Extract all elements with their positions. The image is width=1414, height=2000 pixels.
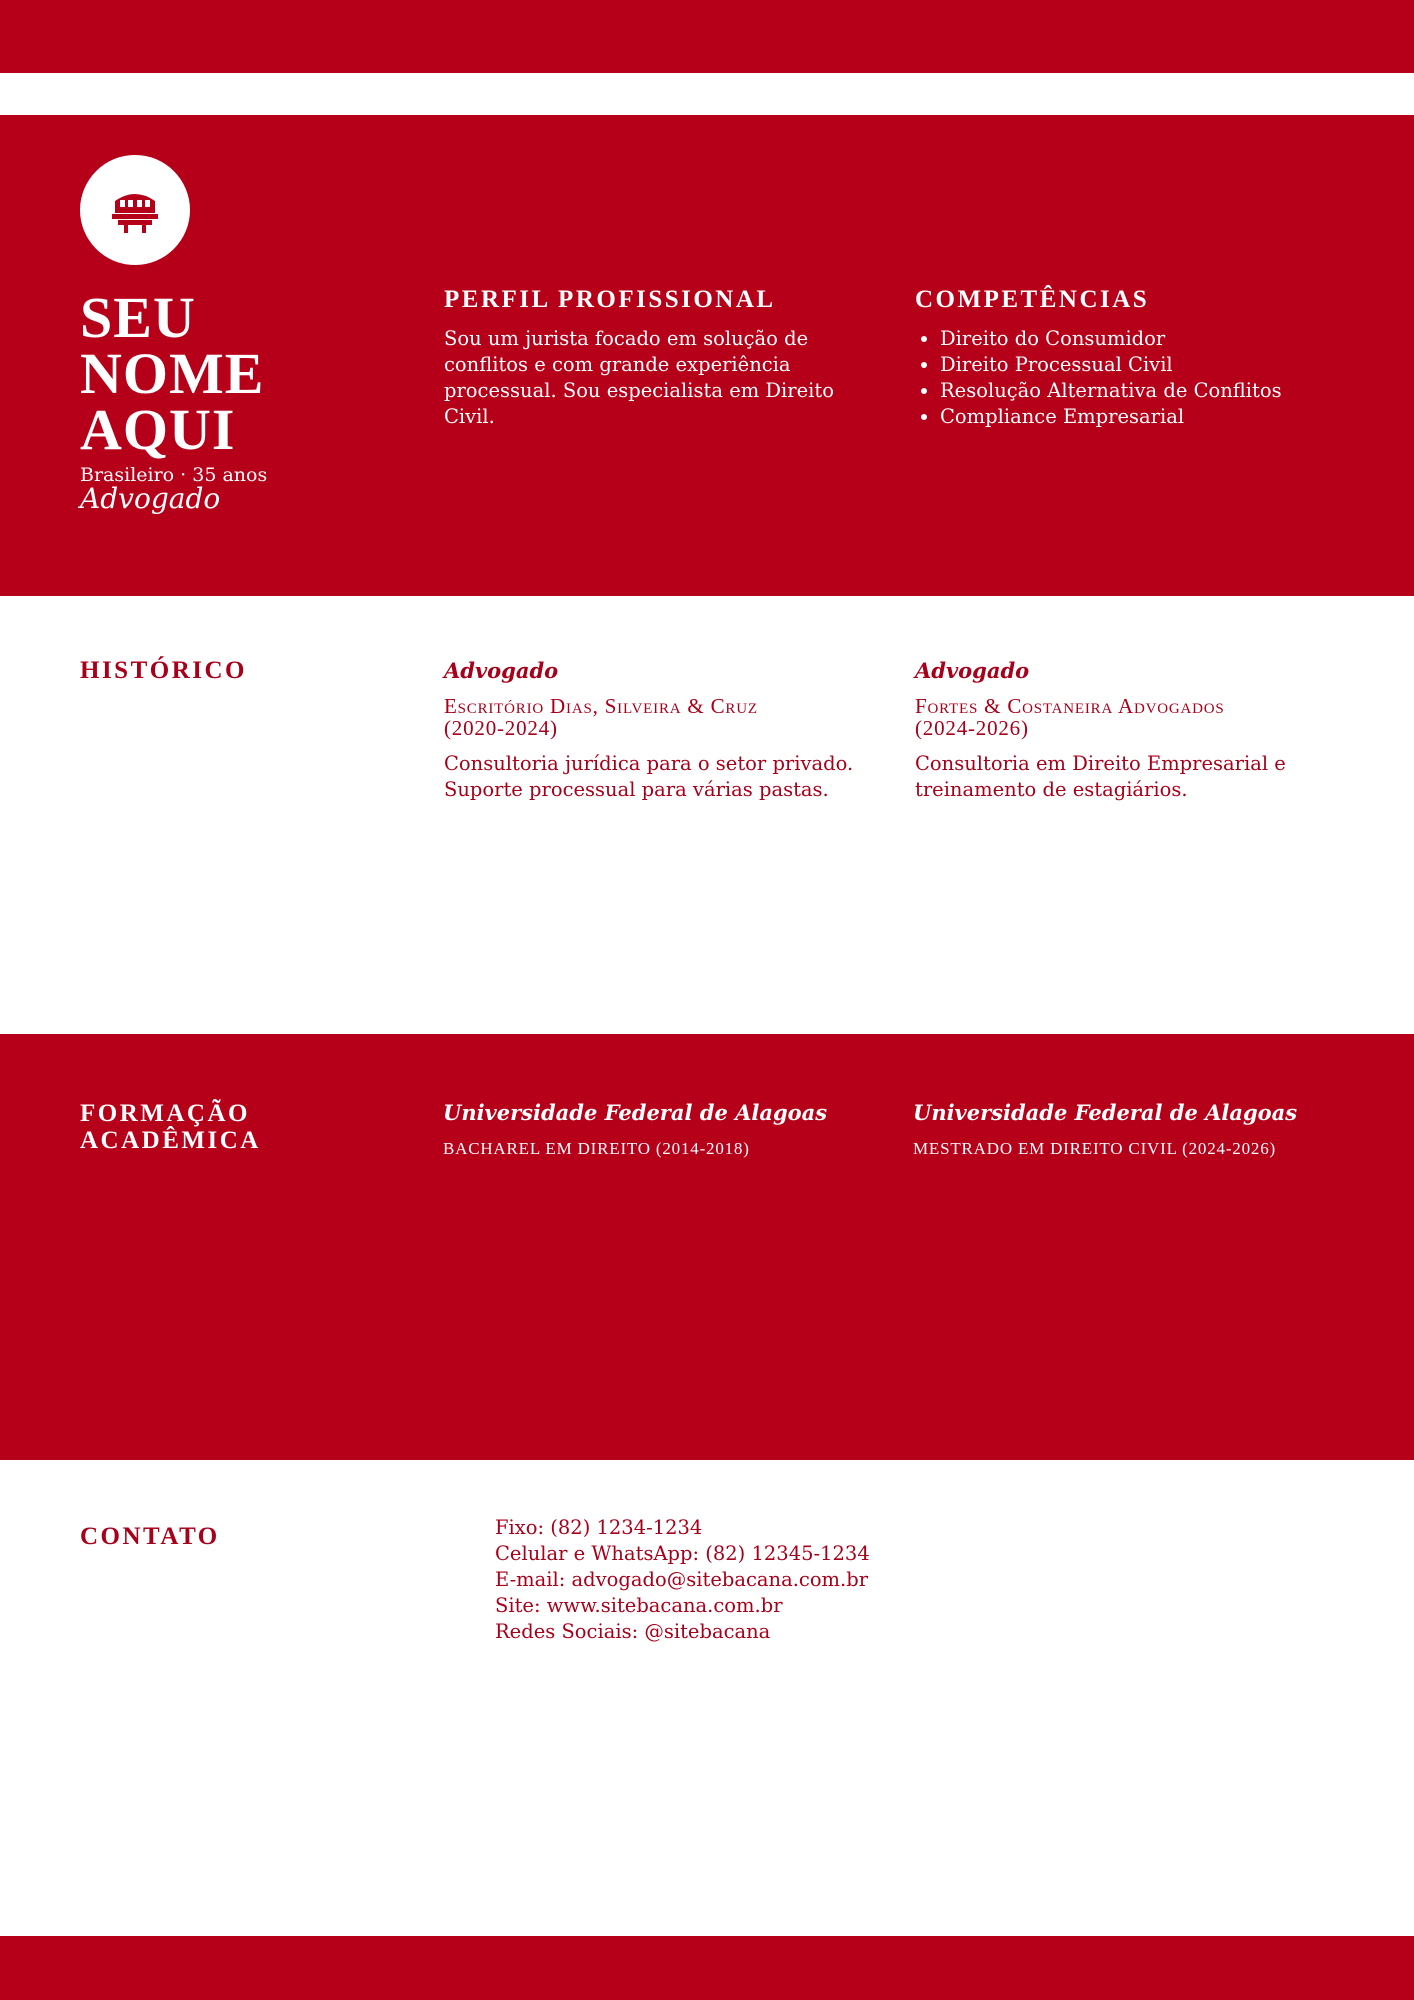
- job-entry: [915, 658, 1335, 803]
- name-block: [80, 285, 380, 462]
- job-period: (2024-2026): [915, 716, 1029, 740]
- contact-site: Site: www.sitebacana.com.br: [495, 1594, 783, 1617]
- contact-mobile: Celular e WhatsApp: (82) 12345-1234: [495, 1542, 870, 1565]
- contact-email: E-mail: advogado@sitebacana.com.br: [495, 1568, 869, 1591]
- profile-section: [444, 286, 854, 430]
- history-heading: HISTÓRICO: [80, 657, 247, 684]
- job-description: Consultoria em Direito Empresarial e treinamento de estagiários.: [915, 752, 1286, 801]
- building-icon: [110, 187, 160, 233]
- education-degree: MESTRADO EM DIREITO CIVIL (2024-2026): [913, 1139, 1276, 1158]
- name-line-3: AQUI: [80, 397, 236, 462]
- list-item: • Resolução Alternativa de Conflitos: [940, 378, 1335, 404]
- nationality-age: Brasileiro · 35 anos: [80, 464, 268, 486]
- logo: [80, 155, 190, 265]
- job-entry: [444, 658, 864, 803]
- contact-phone: Fixo: (82) 1234-1234: [495, 1516, 703, 1539]
- education-heading-line-1: FORMAÇÃO: [80, 1100, 250, 1127]
- name-line-2: NOME: [80, 341, 265, 406]
- list-item: • Direito do Consumidor: [940, 326, 1335, 352]
- education-band: [0, 1034, 1414, 1460]
- education-entry: [443, 1100, 883, 1159]
- job-period: (2020-2024): [444, 716, 558, 740]
- skills-heading: COMPETÊNCIAS: [915, 286, 1150, 313]
- education-degree: BACHAREL EM DIREITO (2014-2018): [443, 1139, 750, 1158]
- education-entry: [913, 1100, 1373, 1159]
- list-item: • Compliance Empresarial: [940, 404, 1335, 430]
- job-company: Fortes & Costaneira Advogados: [915, 694, 1225, 718]
- skills-section: [915, 286, 1335, 430]
- education-heading: [80, 1100, 261, 1154]
- contact-social: Redes Sociais: @sitebacana: [495, 1620, 771, 1643]
- skills-list: [915, 326, 1335, 430]
- job-company: Escritório Dias, Silveira & Cruz: [444, 694, 758, 718]
- list-item: • Direito Processual Civil: [940, 352, 1335, 378]
- contact-list: [495, 1515, 1095, 1645]
- contact-heading: CONTATO: [80, 1523, 220, 1550]
- job-title: Advogado: [444, 658, 559, 683]
- education-school: Universidade Federal de Alagoas: [443, 1100, 828, 1125]
- education-heading-line-2: ACADÊMICA: [80, 1127, 261, 1154]
- profile-text: Sou um jurista focado em solução de conflitos e com grande experiência processual. Sou especialista em Direito Civil.: [444, 327, 834, 428]
- top-band: [0, 0, 1414, 73]
- profession-title: Advogado: [80, 482, 221, 515]
- name-line-1: SEU: [80, 285, 196, 350]
- profile-heading: PERFIL PROFISSIONAL: [444, 286, 776, 313]
- job-description: Consultoria jurídica para o setor privado. Suporte processual para várias pastas.: [444, 752, 854, 801]
- education-school: Universidade Federal de Alagoas: [913, 1100, 1298, 1125]
- job-title: Advogado: [915, 658, 1030, 683]
- bottom-band: [0, 1936, 1414, 2000]
